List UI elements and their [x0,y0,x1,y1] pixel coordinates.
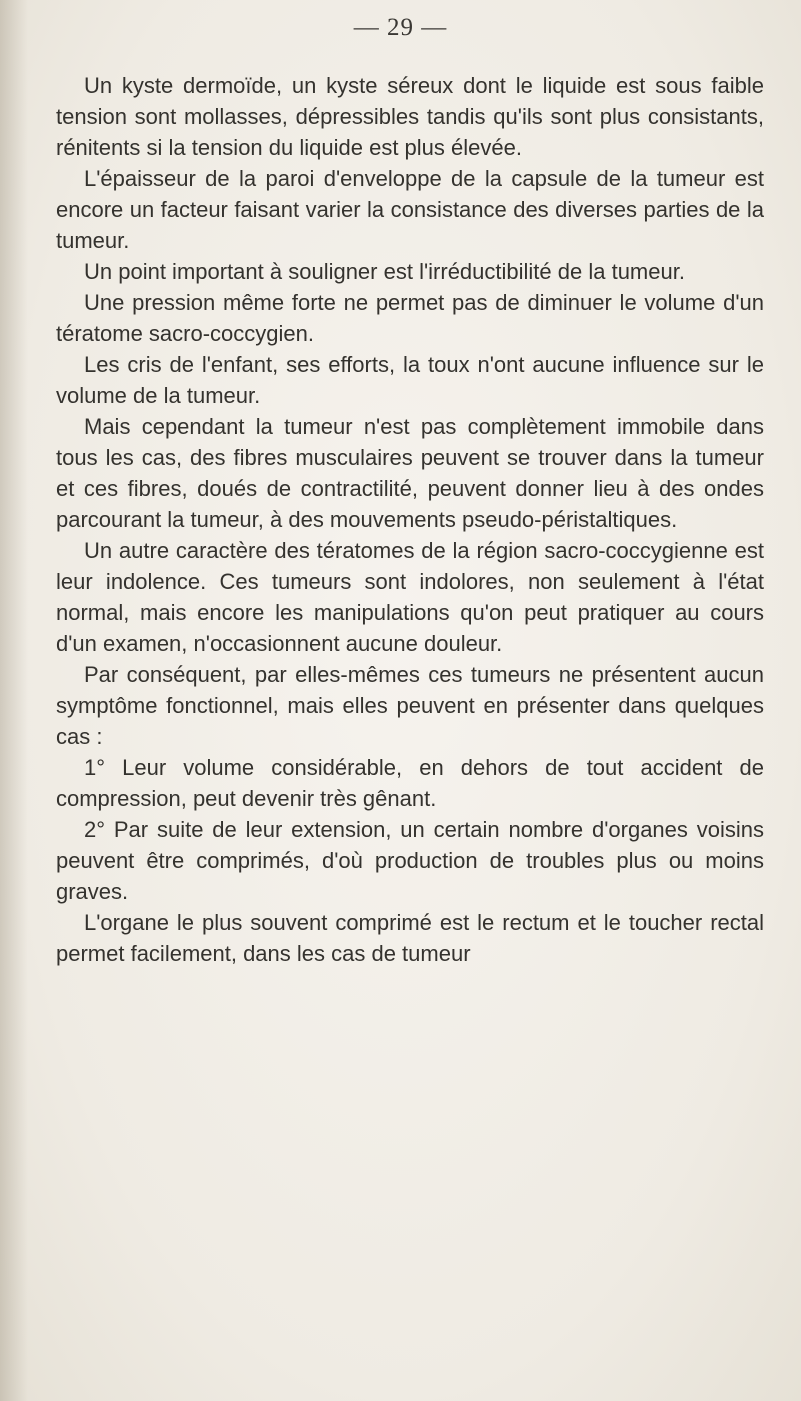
paragraph-11: L'organe le plus souvent comprimé est le rectum et le toucher rectal permet facilement, dans les cas de tumeur [56,910,764,966]
paragraph-2: L'épaisseur de la paroi d'enveloppe de la capsule de la tumeur est encore un facteur faisant varier la consistance des diverses parties de la tumeur. [56,166,764,253]
page-edge-shadow [0,0,28,1401]
paragraph-4: Une pression même forte ne permet pas de diminuer le volume d'un tératome sacro-coccygien. [56,290,764,346]
paragraph-3: Un point important à souligner est l'irréductibilité de la tumeur. [84,259,685,284]
paragraph-10: 2° Par suite de leur extension, un certain nombre d'organes voisins peuvent être comprimés, d'où production de troubles plus ou moins graves. [56,817,764,904]
paragraph-5: Les cris de l'enfant, ses efforts, la toux n'ont aucune influence sur le volume de la tumeur. [56,352,764,408]
page-number: — 29 — [353,14,448,41]
paragraph-1: Un kyste dermoïde, un kyste séreux dont le liquide est sous faible tension sont mollasses, dépressibles tandis qu'ils sont plus consistants, rénitents si la tension du liquide est plus élevée. [56,73,764,160]
paragraph-9: 1° Leur volume considérable, en dehors de tout accident de compression, peut devenir très gênant. [56,755,764,811]
paragraph-8: Par conséquent, par elles-mêmes ces tumeurs ne présentent aucun symptôme fonctionnel, mais elles peuvent en présenter dans quelques cas : [56,662,764,749]
paragraph-7: Un autre caractère des tératomes de la région sacro-coccygienne est leur indolence. Ces tumeurs sont indolores, non seulement à l'état normal, mais encore les manipulations qu'on peut pratiquer au cours d'un examen, n'occasionnent aucune douleur. [56,538,764,656]
paragraph-6: Mais cependant la tumeur n'est pas complètement immobile dans tous les cas, des fibres musculaires peuvent se trouver dans la tumeur et ces fibres, doués de contractilité, peuvent donner lieu à des ondes parcourant la tumeur, à des mouvements pseudo-péristaltiques. [56,414,764,532]
body-text [56,70,764,969]
